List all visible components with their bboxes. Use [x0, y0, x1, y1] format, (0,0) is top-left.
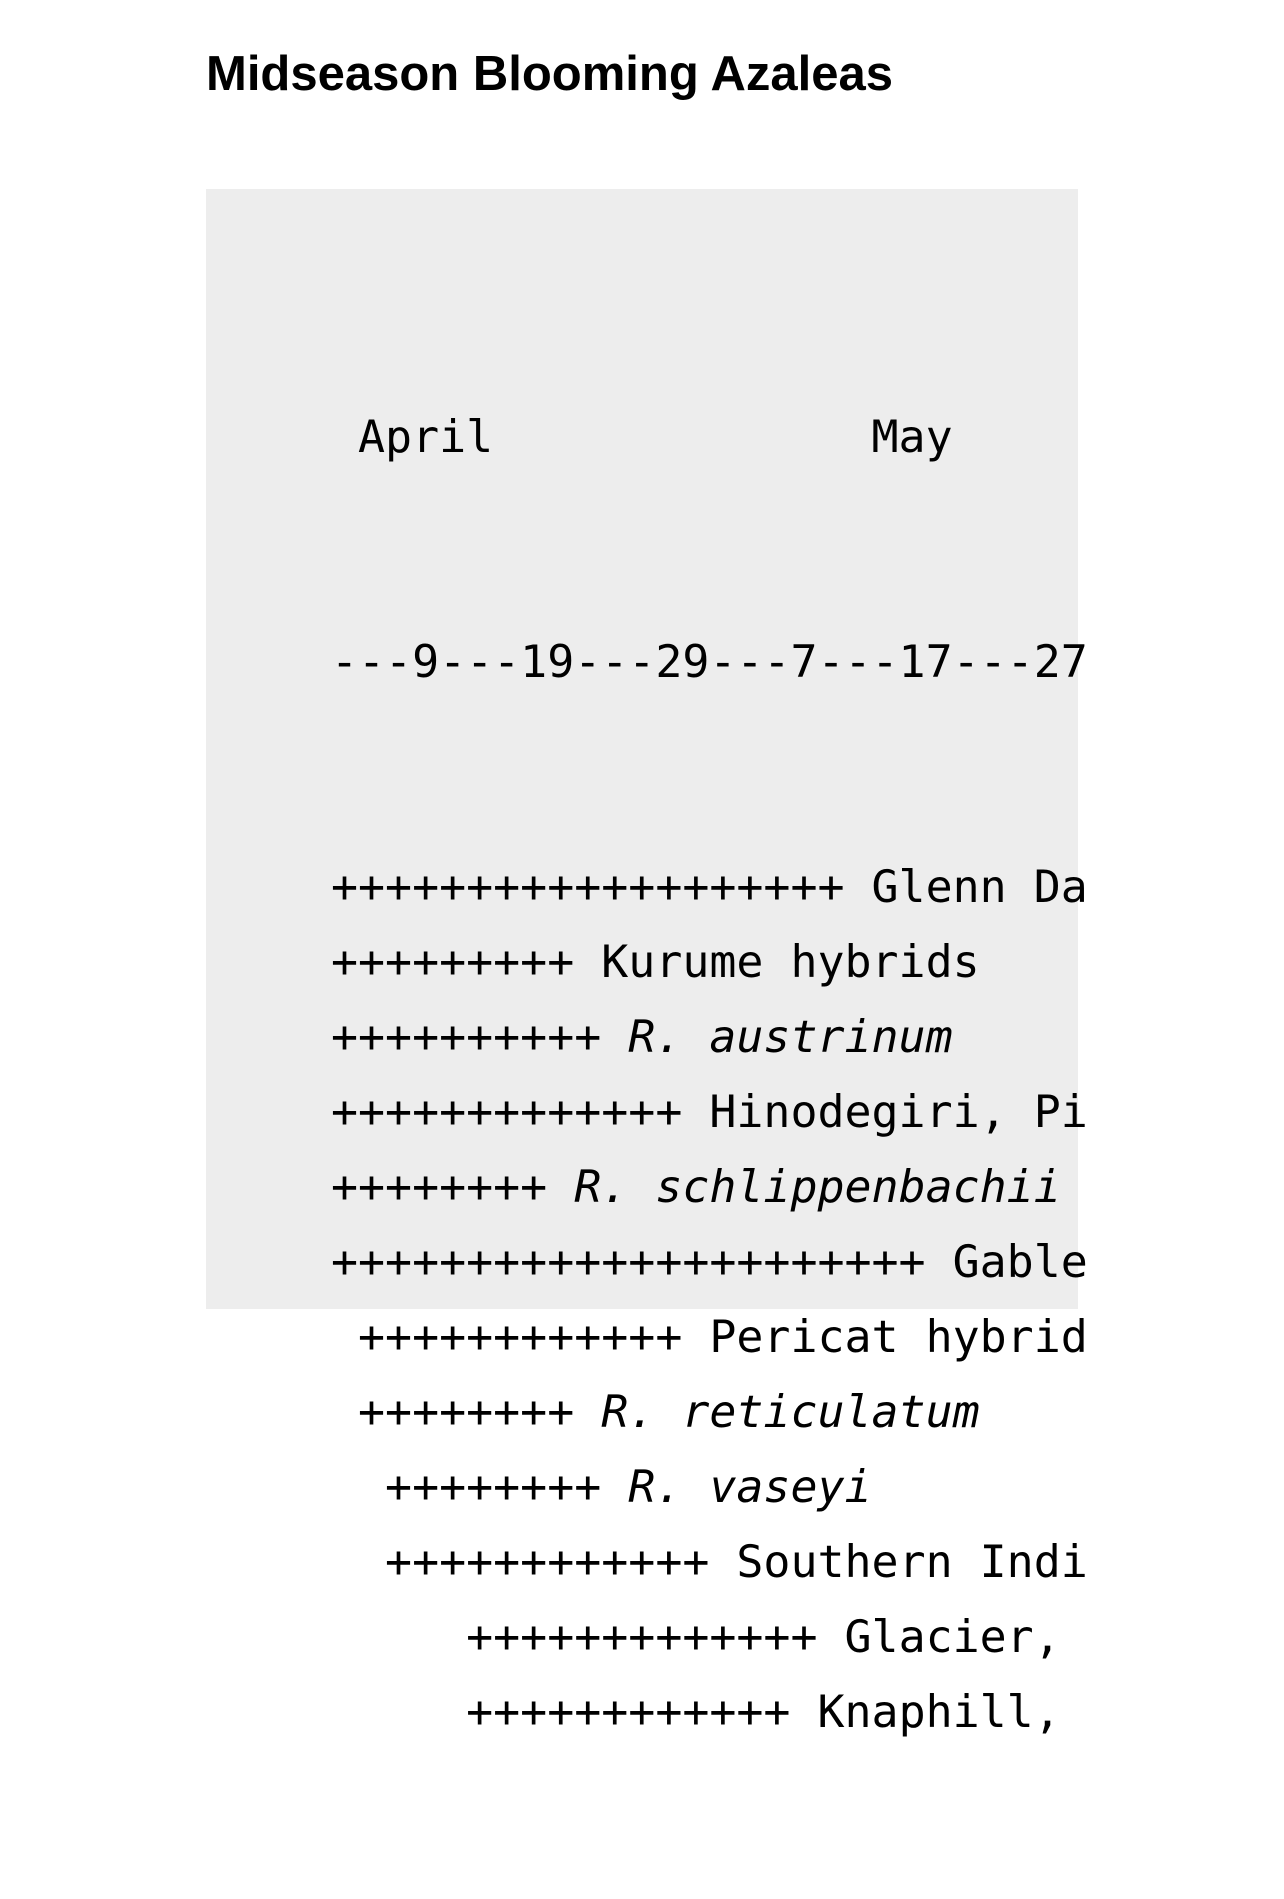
azalea-name: R. schlippenbachii	[574, 1160, 1061, 1213]
page-title: Midseason Blooming Azaleas	[206, 47, 894, 101]
bloom-rows	[331, 849, 1088, 1749]
azalea-name: Southern Indi	[736, 1535, 1088, 1588]
azalea-name: Hinodegiri, Pi	[709, 1085, 1088, 1138]
bloom-period-bar: ++++++++++++	[331, 1310, 710, 1363]
bloom-period-bar: +++++++++++++++++++	[331, 860, 872, 913]
bloom-row	[331, 1074, 1088, 1149]
bloom-period-bar: ++++++++	[331, 1160, 575, 1213]
day-axis: ---9---19---29---7---17---27	[331, 635, 1088, 688]
bloom-row	[331, 999, 1088, 1074]
bloom-period-bar: ++++++++	[331, 1385, 602, 1438]
azalea-name: R. vaseyi	[628, 1460, 872, 1513]
bloom-period-bar: ++++++++++++	[331, 1685, 818, 1738]
bloom-period-bar: +++++++++	[331, 935, 602, 988]
azalea-name: Pericat hybrid	[709, 1310, 1088, 1363]
bloom-period-bar: ++++++++++++	[331, 1535, 737, 1588]
bloom-row	[331, 849, 1088, 924]
bloom-row	[331, 1149, 1088, 1224]
azalea-name: Gable	[952, 1235, 1088, 1288]
bloom-row	[331, 1299, 1088, 1374]
azalea-name: Glacier,	[844, 1610, 1061, 1663]
bloom-timeline-block	[206, 189, 1088, 1738]
month-header: April May	[331, 410, 953, 463]
bloom-period-bar: ++++++++	[331, 1460, 629, 1513]
bloom-period-bar: +++++++++++++	[331, 1085, 710, 1138]
bloom-timeline	[331, 249, 1088, 1899]
azalea-name: R. austrinum	[628, 1010, 953, 1063]
bloom-row	[331, 1599, 1088, 1674]
azalea-name: Glenn Da	[871, 860, 1088, 913]
bloom-row	[331, 1524, 1088, 1599]
bloom-period-bar: +++++++++++++	[331, 1610, 845, 1663]
bloom-row	[331, 1224, 1088, 1299]
bloom-period-bar: ++++++++++++++++++++++	[331, 1235, 953, 1288]
bloom-period-bar: ++++++++++	[331, 1010, 629, 1063]
bloom-row	[331, 924, 1088, 999]
bloom-row	[331, 1449, 1088, 1524]
bloom-row	[331, 1674, 1088, 1749]
azalea-name: Knaphill,	[817, 1685, 1061, 1738]
bloom-row	[331, 1374, 1088, 1449]
azalea-name: Kurume hybrids	[601, 935, 980, 988]
azalea-name: R. reticulatum	[601, 1385, 980, 1438]
